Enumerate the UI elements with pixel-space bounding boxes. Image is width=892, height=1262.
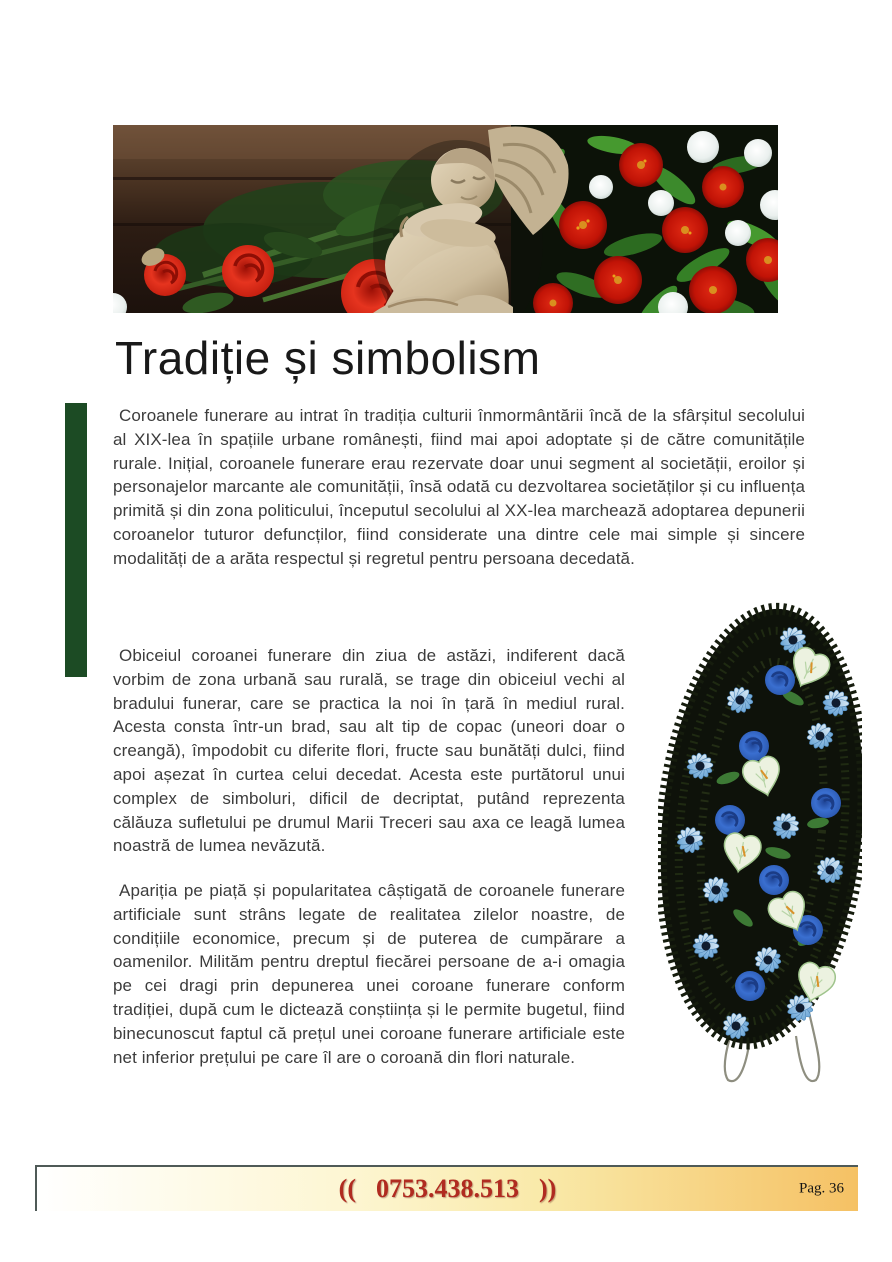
- phone-open-parens: ((: [338, 1174, 356, 1203]
- green-accent-bar: [65, 403, 87, 677]
- phone-number: [339, 1174, 557, 1204]
- header-photo-graphic: [113, 125, 778, 313]
- paragraph-market-popularity: Apariția pe piață și popularitatea câștigată de coroanele funerare artificiale sunt strâns legate de realitatea zilelor noastre, de condițiile economice, precum și de puterea de cumpărare a oamenilor. Milităm pentru dreptul fiecărei persoane de a-i omagia pe cei dragi prin depunerea unei coroane funerare conform tradiției, după cum le dictează conștiința și le permite bugetul, fiind binecunoscut faptul că prețul unei coroane funerare artificiale este net inferior prețului pe care îl are o coroană din flori naturale.: [113, 881, 625, 1067]
- paragraph-funeral-custom: Obiceiul coroanei funerare din ziua de astăzi, indiferent dacă vorbim de zona urbană sau rurală, se trage din obiceiul vechi al bradului funerar, care se practica la noi în țară în mediul rural. Acesta consta într-un brad, sau alt tip de copac (uneori doar o creangă), împodobit cu diferite flori, fructe sau bunătăți dulci, fiind apoi așezat în curtea celui decedat. Acesta este purtătorul unui complex de simboluri, dificil de decriptat, putând reprezenta călăuza sufletului pe drumul Marii Treceri sau axa ce leagă lumea noastră de lumea nevăzută.: [113, 646, 625, 856]
- page-title: Tradiție și simbolism: [115, 332, 541, 384]
- phone-number-value: 0753.438.513: [376, 1174, 519, 1203]
- phone-close-parens: )): [539, 1174, 557, 1203]
- wreath-photo-graphic: [658, 588, 862, 1085]
- paragraph-tradition-history: Coroanele funerare au intrat în tradiția culturii înmormântării încă de la sfârșitul secolului al XIX-lea în spațiile urbane românești, fiind mai apoi adoptate și de către comunitățile rurale. Inițial, coroanele funerare erau rezervate doar unui segment al societății, eroilor și personajelor marcante ale comunității, însă odată cu dezvoltarea societăților și cu influența primită și din zona politicului, începutul secolului al XX-lea marchează adoptarea depunerii coroanelor tuturor defuncților, fiind considerate una dintre cele mai simple și sincere modalități de a arăta respectul și regretul pentru persoana decedată.: [113, 406, 805, 568]
- page-number: Pag. 36: [799, 1180, 844, 1197]
- wreath-photo: [658, 588, 862, 1085]
- footer-bar: [35, 1165, 858, 1211]
- header-photo: [113, 125, 778, 313]
